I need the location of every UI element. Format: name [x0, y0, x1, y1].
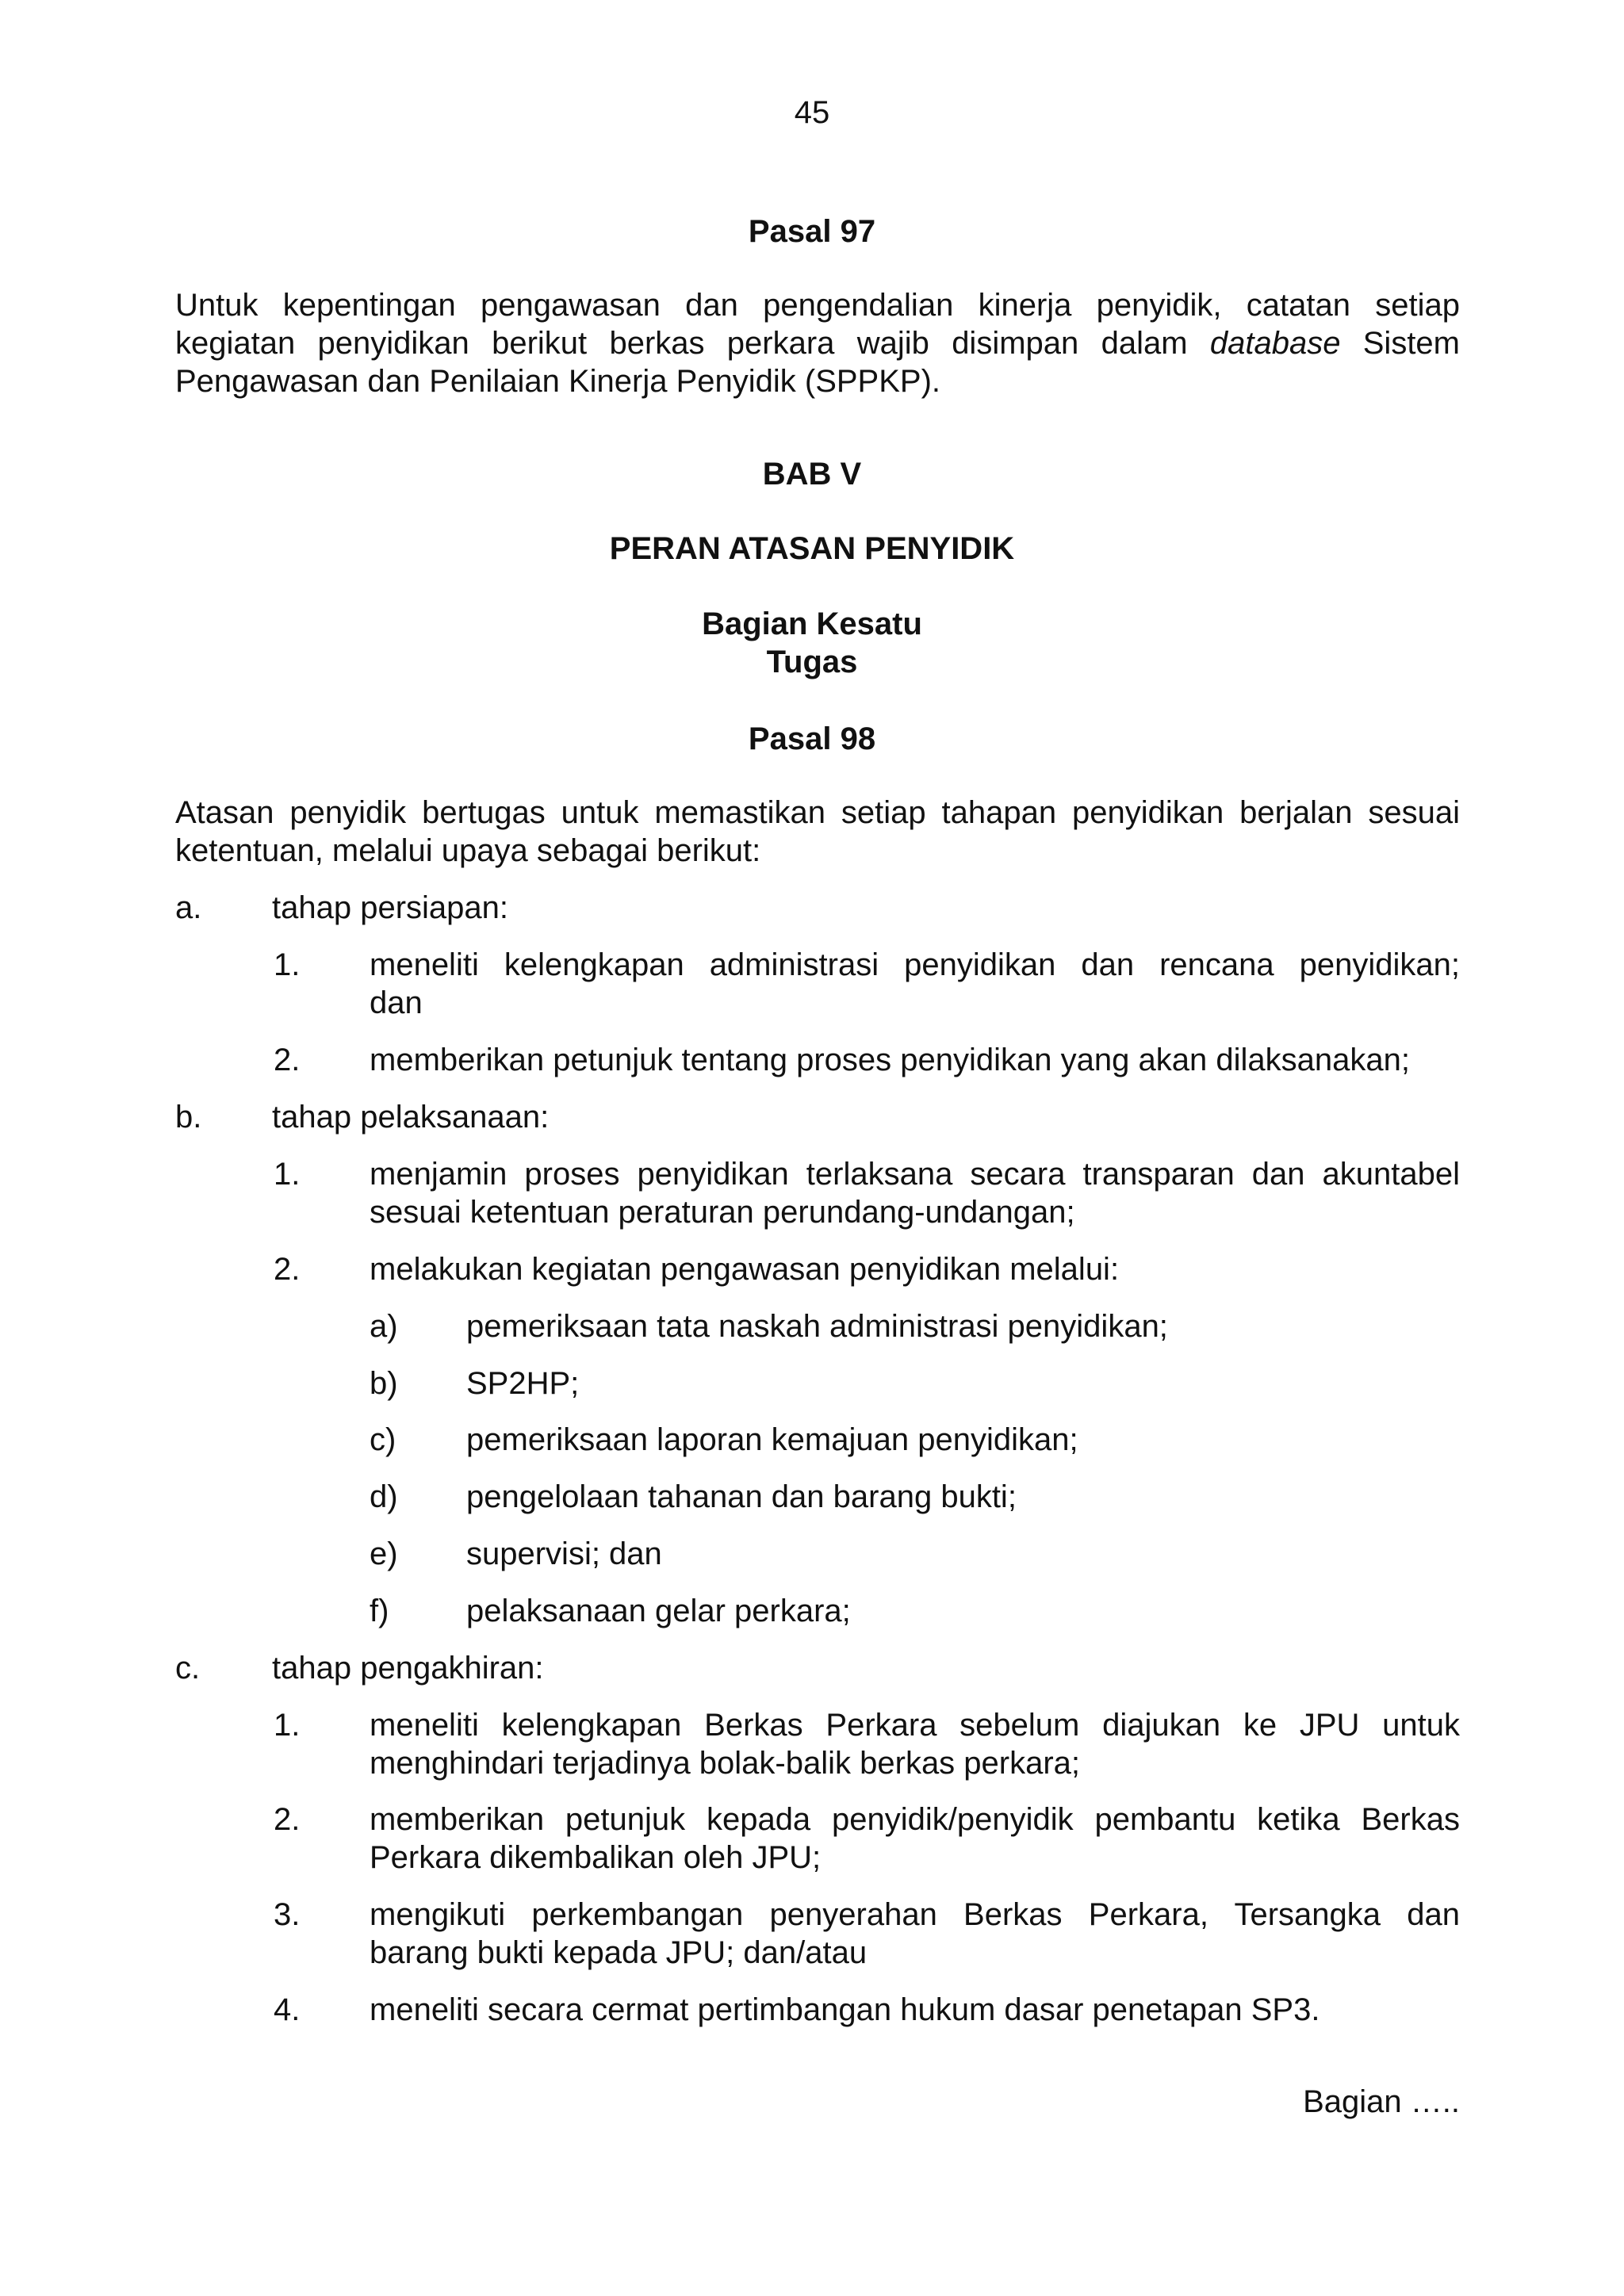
list-marker: c. — [175, 1651, 201, 1686]
list-marker: a. — [175, 890, 202, 925]
list-item-text — [370, 1706, 1460, 1782]
list-marker: b. — [175, 1100, 202, 1135]
item-line: meneliti secara cermat pertimbangan hukum dasar penetapan SP3. — [370, 1992, 1320, 2027]
list-marker: f) — [370, 1594, 389, 1628]
list-marker: 4. — [274, 1992, 301, 2027]
page-number: 45 — [794, 95, 830, 130]
list-item-text — [370, 1155, 1460, 1231]
list-marker: 1. — [274, 1708, 301, 1743]
item-line: menghindari terjadinya bolak-balik berkas perkara; — [370, 1746, 1081, 1781]
list-marker: 1. — [274, 1157, 301, 1192]
paragraph-line: Untuk kepentingan pengawasan dan pengendalian kinerja penyidik, catatan setiap — [175, 288, 1460, 323]
list-marker: c) — [370, 1422, 396, 1457]
pasal-98-intro — [175, 794, 1460, 870]
item-line: memberikan petunjuk kepada penyidik/penyidik pembantu ketika Berkas — [370, 1802, 1460, 1837]
list-item-text — [370, 1800, 1460, 1877]
item-line: melakukan kegiatan pengawasan penyidikan melalui: — [370, 1252, 1120, 1287]
item-line: dan — [370, 985, 423, 1020]
list-marker: b) — [370, 1366, 398, 1401]
list-item-text: pemeriksaan tata naskah administrasi penyidikan; — [466, 1309, 1168, 1344]
list-item-label: tahap pengakhiran: — [272, 1651, 544, 1686]
list-marker: e) — [370, 1536, 398, 1571]
list-marker: 2. — [274, 1043, 301, 1077]
list-marker: 2. — [274, 1802, 301, 1837]
list-marker: d) — [370, 1479, 398, 1514]
pasal-97-heading: Pasal 97 — [748, 214, 876, 249]
list-item-text: pelaksanaan gelar perkara; — [466, 1594, 851, 1628]
list-marker: 2. — [274, 1252, 301, 1287]
item-line: sesuai ketentuan peraturan perundang-undangan; — [370, 1195, 1075, 1230]
list-item-label: tahap persiapan: — [272, 890, 509, 925]
list-marker: 3. — [274, 1897, 301, 1932]
paragraph-line: Pengawasan dan Penilaian Kinerja Penyidik (SPPKP). — [175, 364, 941, 399]
list-item-text — [370, 1250, 1460, 1288]
section-heading: Bagian Kesatu — [702, 607, 922, 641]
list-item-text: pengelolaan tahanan dan barang bukti; — [466, 1479, 1017, 1514]
item-line: meneliti kelengkapan administrasi penyidikan dan rencana penyidikan; — [370, 947, 1460, 982]
item-line: Perkara dikembalikan oleh JPU; — [370, 1840, 822, 1875]
list-item-label: tahap pelaksanaan: — [272, 1100, 550, 1135]
item-line: menjamin proses penyidikan terlaksana secara transparan dan akuntabel — [370, 1157, 1460, 1192]
paragraph-line-text: Sistem — [1362, 326, 1460, 361]
paragraph-line: Atasan penyidik bertugas untuk memastikan setiap tahapan penyidikan berjalan sesuai — [175, 795, 1460, 830]
paragraph-line-text: kegiatan penyidikan berikut berkas perkara wajib disimpan dalam — [175, 326, 1188, 361]
list-marker: a) — [370, 1309, 398, 1344]
item-line: memberikan petunjuk tentang proses penyidikan yang akan dilaksanakan; — [370, 1043, 1410, 1077]
chapter-number: BAB V — [762, 457, 862, 492]
paragraph-line — [175, 324, 1460, 362]
item-line: mengikuti perkembangan penyerahan Berkas Perkara, Tersangka dan — [370, 1897, 1460, 1932]
italic-database-word: database — [1209, 326, 1341, 361]
pasal-98-heading: Pasal 98 — [748, 721, 876, 756]
paragraph-line: ketentuan, melalui upaya sebagai berikut: — [175, 833, 761, 868]
continuation-note: Bagian ….. — [1303, 2084, 1460, 2119]
list-item-text — [370, 1041, 1460, 1079]
list-item-text: SP2HP; — [466, 1366, 580, 1401]
item-line: meneliti kelengkapan Berkas Perkara sebelum diajukan ke JPU untuk — [370, 1708, 1460, 1743]
chapter-title: PERAN ATASAN PENYIDIK — [609, 531, 1015, 566]
item-line: barang bukti kepada JPU; dan/atau — [370, 1935, 868, 1970]
pasal-97-paragraph — [175, 286, 1460, 400]
list-item-text — [370, 946, 1460, 1022]
list-item-text: pemeriksaan laporan kemajuan penyidikan; — [466, 1422, 1078, 1457]
list-item-text: supervisi; dan — [466, 1536, 662, 1571]
list-marker: 1. — [274, 947, 301, 982]
list-item-text — [370, 1991, 1460, 2029]
section-title: Tugas — [766, 645, 858, 679]
list-item-text — [370, 1896, 1460, 1972]
